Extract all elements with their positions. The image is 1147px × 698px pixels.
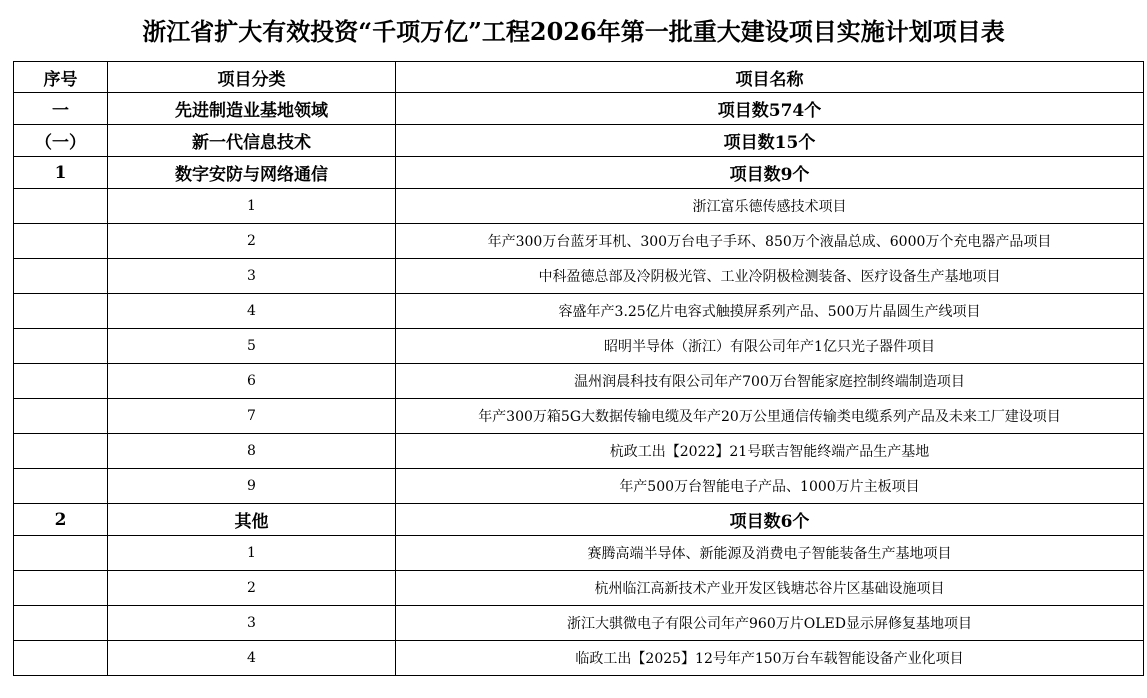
table-row [14, 606, 1144, 641]
cell-category: 4 [108, 641, 396, 676]
cell-category: 2 [108, 224, 396, 259]
cell-category: 1 [108, 536, 396, 571]
table-row [14, 189, 1144, 224]
table-row [14, 259, 1144, 294]
table-row [14, 434, 1144, 469]
cell-seq [14, 571, 108, 606]
table-header-row [14, 62, 1144, 93]
table-row [14, 399, 1144, 434]
cell-category: 9 [108, 469, 396, 504]
group-row [14, 125, 1144, 157]
project-table-body [14, 62, 1144, 676]
table-row [14, 224, 1144, 259]
cell-category: 1 [108, 189, 396, 224]
cell-name: 年产300万台蓝牙耳机、300万台电子手环、850万个液晶总成、6000万个充电器产品项目 [396, 224, 1144, 259]
cell-name: 容盛年产3.25亿片电容式触摸屏系列产品、500万片晶圆生产线项目 [396, 294, 1144, 329]
header-category: 项目分类 [108, 62, 396, 93]
table-row [14, 294, 1144, 329]
cell-name: 杭州临江高新技术产业开发区钱塘芯谷片区基础设施项目 [396, 571, 1144, 606]
cell-seq [14, 399, 108, 434]
cell-category: 6 [108, 364, 396, 399]
table-row [14, 536, 1144, 571]
cell-category: 4 [108, 294, 396, 329]
cell-name: 项目数574个 [396, 93, 1144, 125]
cell-seq [14, 606, 108, 641]
cell-category: 5 [108, 329, 396, 364]
cell-category: 先进制造业基地领域 [108, 93, 396, 125]
cell-seq: 一 [14, 93, 108, 125]
cell-seq [14, 259, 108, 294]
header-seq: 序号 [14, 62, 108, 93]
cell-seq [14, 536, 108, 571]
page-title: 浙江省扩大有效投资“千项万亿”工程2026年第一批重大建设项目实施计划项目表 [142, 17, 1005, 46]
cell-name: 温州润晨科技有限公司年产700万台智能家庭控制终端制造项目 [396, 364, 1144, 399]
cell-name: 项目数9个 [396, 157, 1144, 189]
table-row [14, 641, 1144, 676]
table-row [14, 329, 1144, 364]
cell-name: 临政工出【2025】12号年产150万台车载智能设备产业化项目 [396, 641, 1144, 676]
cell-seq [14, 189, 108, 224]
cell-seq: 1 [14, 157, 108, 189]
table-row [14, 364, 1144, 399]
cell-seq [14, 364, 108, 399]
cell-category: 数字安防与网络通信 [108, 157, 396, 189]
cell-seq [14, 329, 108, 364]
cell-name: 浙江大骐微电子有限公司年产960万片OLED显示屏修复基地项目 [396, 606, 1144, 641]
cell-category: 7 [108, 399, 396, 434]
cell-name: 年产300万箱5G大数据传输电缆及年产20万公里通信传输类电缆系列产品及未来工厂建设项目 [396, 399, 1144, 434]
cell-seq: 2 [14, 504, 108, 536]
cell-seq [14, 434, 108, 469]
cell-name: 中科盈德总部及冷阴极光管、工业冷阴极检测装备、医疗设备生产基地项目 [396, 259, 1144, 294]
table-row [14, 571, 1144, 606]
cell-seq [14, 641, 108, 676]
group-row [14, 157, 1144, 189]
group-row [14, 504, 1144, 536]
project-table [13, 61, 1144, 676]
cell-category: 2 [108, 571, 396, 606]
cell-seq: （一） [14, 125, 108, 157]
cell-category: 其他 [108, 504, 396, 536]
cell-name: 昭明半导体（浙江）有限公司年产1亿只光子器件项目 [396, 329, 1144, 364]
cell-seq [14, 224, 108, 259]
cell-name: 浙江富乐德传感技术项目 [396, 189, 1144, 224]
cell-category: 3 [108, 606, 396, 641]
cell-seq [14, 294, 108, 329]
group-row [14, 93, 1144, 125]
cell-name: 项目数15个 [396, 125, 1144, 157]
cell-name: 项目数6个 [396, 504, 1144, 536]
header-name: 项目名称 [396, 62, 1144, 93]
cell-seq [14, 469, 108, 504]
cell-category: 8 [108, 434, 396, 469]
table-row [14, 469, 1144, 504]
cell-name: 年产500万台智能电子产品、1000万片主板项目 [396, 469, 1144, 504]
cell-category: 新一代信息技术 [108, 125, 396, 157]
cell-name: 杭政工出【2022】21号联吉智能终端产品生产基地 [396, 434, 1144, 469]
cell-name: 赛腾高端半导体、新能源及消费电子智能装备生产基地项目 [396, 536, 1144, 571]
cell-category: 3 [108, 259, 396, 294]
